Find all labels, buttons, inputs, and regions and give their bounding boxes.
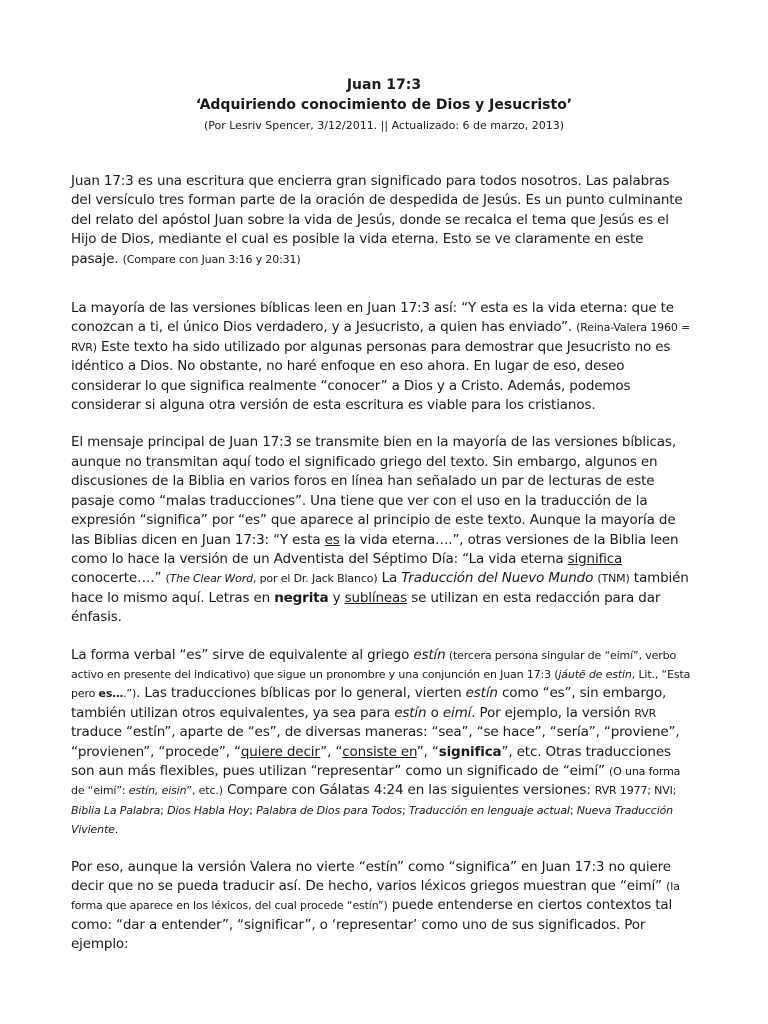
paragraph-lexicons: Por eso, aunque la versión Valera no vierte “estín” como “significa” en Juan 17:3 no quiere decir que no se pueda traducir así. De hecho, varios léxicos griegos muestran que “eimí” (la forma que aparece en los léxicos, del cual procede “estín”) puede entenderse en ciertos contextos tal como: “dar a entender”, “significar”, o ‘representar’ como uno de sus significados. Por ejemplo:: [71, 858, 680, 953]
underlined-word: quiere decir: [240, 743, 321, 760]
document-title: Juan 17:3: [346, 77, 422, 93]
inline-note: (TNM): [597, 572, 630, 586]
inline-note: (The Clear Word, por el Dr. Jack Blanco): [165, 572, 378, 586]
underlined-word: significa: [567, 550, 623, 567]
paragraph-intro: Juan 17:3 es una escritura que encierra gran significado para todos nosotros. Las palabras del versículo tres forman parte de la oración de despedida de Jesús. Es un punto culminante del relato del apóstol Juan sobre la vida de Jesús, donde se recalca el tema que Jesús es el Hijo de Dios, mediante el cual es posible la vida eterna. Esto se ve claramente en este pasaje. (Compare con Juan 3:16 y 20:31): [71, 173, 683, 267]
inline-note: (Compare con Juan 3:16 y 20:31): [122, 252, 301, 266]
underlined-word: sublíneas: [344, 589, 408, 606]
paragraph-translations: El mensaje principal de Juan 17:3 se transmite bien en la mayoría de las versiones bíblicas, aunque no transmitan aquí todo el significado griego del texto. Sin embargo, algunos en discusiones de la Biblia en varios foros en línea han señalado un par de lecturas de este pasaje como “malas traducciones”. Una tiene que ver con el uso en la traducción de la expresión “significa” por “es” que aparece al principio de este texto. Aunque la mayoría de las Biblias dicen en Juan 17:3: “Y esta es la vida eterna….”, otras versiones de la Biblia leen como lo hace la versión de un Adventista del Séptimo Día: “La vida eterna significa conocerte….” (The Clear Word, por el Dr. Jack Blanco) La Traducción del Nuevo Mundo (TNM) también hace lo mismo aquí. Letras en negrita y sublíneas se utilizan en esta redacción para dar énfasis.: [71, 434, 689, 626]
paragraph-common-reading: La mayoría de las versiones bíblicas leen en Juan 17:3 así: “Y esta es la vida eterna: que te conozcan a ti, el único Dios verdadero, y a Jesucristo, a quien has enviado”. (Reina-Valera 1960 = RVR) Este texto ha sido utilizado por algunas personas para demostrar que Jesucristo no es idéntico a Dios. No obstante, no haré enfoque en eso ahora. En lugar de eso, deseo considerar lo que significa realmente “conocer” a Dios y a Cristo. Además, podemos considerar si alguna otra versión de esta escritura es viable para los cristianos.: [71, 300, 691, 414]
document-subtitle: ‘Adquiriendo conocimiento de Dios y Jesucristo’: [195, 97, 573, 113]
inline-note: (la forma que aparece en los léxicos, del cual procede “estín”): [71, 880, 680, 913]
underlined-word: consiste en: [342, 743, 417, 760]
bold-word: significa: [438, 743, 502, 760]
inline-note: (tercera persona singular de “eimí”, verbo activo en presente del indicativo) que sigue un pronombre y una conjunción en Juan 17:3 (jáutē de estin, Lit., “Esta pero es….”): [71, 648, 691, 701]
document-body: [71, 172, 691, 955]
bold-word: negrita: [274, 589, 329, 606]
author-byline: (Por Lesriv Spencer, 3/12/2011. || Actualizado: 6 de marzo, 2013): [203, 119, 565, 132]
version-list: RVR 1977; NVI; Biblia La Palabra; Dios Habla Hoy; Palabra de Dios para Todos; Traducción en lenguaje actual; Nueva Traducción Viviente.: [71, 784, 677, 837]
paragraph-verb-form: La forma verbal “es” sirve de equivalente al griego estín (tercera persona singular de “eimí”, verbo activo en presente del indicativo) que sigue un pronombre y una conjunción en Juan 17:3 (jáutē de estin, Lit., “Esta pero es….”). Las traducciones bíblicas por lo general, vierten estín como “es”, sin embargo, también utilizan otros equivalentes, ya sea para estín o eimí. Por ejemplo, la versión RVR traduce “estín”, aparte de “es”, de diversas maneras: “sea”, “se hace”, “sería”, “proviene”, “provienen”, “procede”, “quiere decir”, “consiste en”, “significa”, etc. Otras traducciones son aun más flexibles, pues utilizan “representar” como un significado de “eimí” (O una forma de “eimí”: estín, eisin”, etc.) Compare con Gálatas 4:24 en las siguientes versiones: RVR 1977; NVI; Biblia La Palabra; Dios Habla Hoy; Palabra de Dios para Todos; Traducción en lenguaje actual; Nueva Traducción Viviente.: [71, 646, 691, 837]
abbreviation: RVR: [634, 706, 657, 720]
inline-note: (Reina-Valera 1960 = RVR): [71, 321, 691, 354]
inline-note: (O una forma de “eimí”: estín, eisin”, etc.): [71, 764, 681, 798]
underlined-word: es: [324, 531, 340, 548]
document-header: [0, 76, 768, 134]
